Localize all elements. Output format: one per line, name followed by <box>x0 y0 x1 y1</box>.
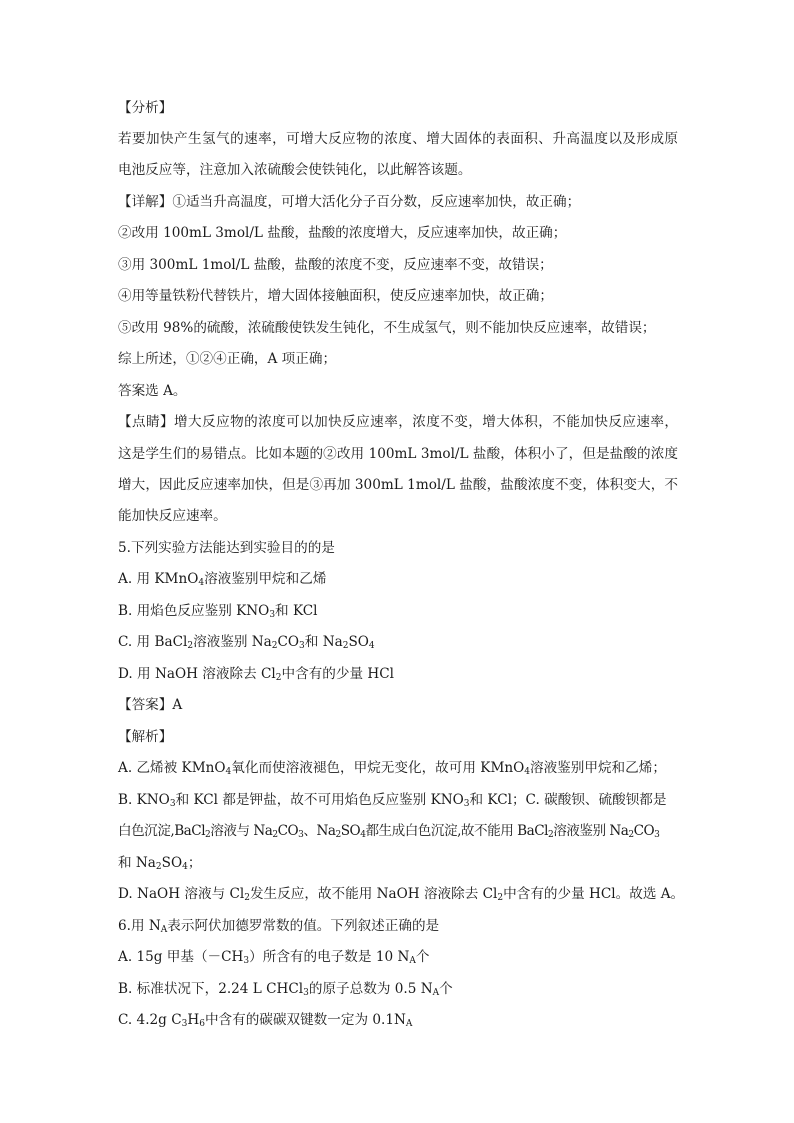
question-5-stem: 5.下列实验方法能达到实验目的的是 <box>118 540 335 556</box>
explanation-heading: 【解析】 <box>118 729 173 745</box>
question-6-option-b: B. 标准状况下，2.24 L CHCl$_3$的原子总数为 0.5 $N_A$个 <box>118 981 453 998</box>
explanation-text: 白色沉淀,BaCl$_2$溶液与 $Na_2CO_3$、$Na_2SO_4$都生成白色沉淀,故不能用 BaCl$_2$溶液鉴别 $Na_2CO_3$ <box>118 823 660 840</box>
section-heading-tip: 【点睛】增大反应物的浓度可以加快反应速率，浓度不变，增大体积，不能加快反应速率， <box>118 414 678 430</box>
answer-heading: 【答案】A <box>118 697 183 713</box>
explanation-text: B. $KNO_3$和 KCl 都是钾盐，故不可用焰色反应鉴别 $KNO_3$和 KCl；C. 碳酸钡、硫酸钡都是 <box>118 792 667 809</box>
tip-text: 这是学生们的易错点。比如本题的②改用 100mL 3mol/L 盐酸，体积小了，但是盐酸的浓度 <box>118 446 678 462</box>
tip-text: 能加快反应速率。 <box>118 508 227 524</box>
question-5-option-b: B. 用焰色反应鉴别 $KNO_3$和 KCl <box>118 603 318 620</box>
question-5-option-c: C. 用 BaCl$_2$溶液鉴别 $Na_2CO_3$和 $Na_2SO_4$ <box>118 634 375 651</box>
explanation-text: 和 $Na_2SO_4$； <box>118 855 202 872</box>
answer-text: 答案选 A。 <box>118 383 187 399</box>
explanation-text: A. 乙烯被 KMnO$_4$氧化而使溶液褪色，甲烷无变化，故可用 KMnO$_4$溶液鉴别甲烷和乙烯； <box>118 760 666 777</box>
analysis-text: 电池反应等，注意加入浓硫酸会使铁钝化，以此解答该题。 <box>118 162 472 178</box>
detail-summary: 综上所述，①②④正确，A 项正确； <box>118 351 337 367</box>
analysis-text: 若要加快产生氢气的速率，可增大反应物的浓度、增大固体的表面积、升高温度以及形成原 <box>118 131 678 147</box>
question-5-option-a: A. 用 KMnO$_4$溶液鉴别甲烷和乙烯 <box>118 571 327 588</box>
question-5-option-d: D. 用 NaOH 溶液除去 $Cl_2$中含有的少量 HCl <box>118 666 394 683</box>
question-6-option-a: A. 15g 甲基$(-CH_3)$所含有的电子数是 10 $N_A$个 <box>118 949 430 966</box>
tip-text: 增大，因此反应速率加快，但是③再加 300mL 1mol/L 盐酸，盐酸浓度不变，体积变大，不 <box>118 477 678 493</box>
detail-text: ④用等量铁粉代替铁片，增大固体接触面积，使反应速率加快，故正确； <box>118 288 553 304</box>
question-6-option-c: C. 4.2g $C_3H_6$中含有的碳碳双键数一定为 $0.1N_A$ <box>118 1012 413 1029</box>
section-heading-analysis: 【分析】 <box>118 100 173 116</box>
detail-text: ②改用 100mL 3mol/L 盐酸，盐酸的浓度增大，反应速率加快，故正确； <box>118 225 567 241</box>
question-6-stem: 6.用 $N_A$表示阿伏加德罗常数的值。下列叙述正确的是 <box>118 918 440 935</box>
detail-text: ③用 300mL 1mol/L 盐酸，盐酸的浓度不变，反应速率不变，故错误； <box>118 257 553 273</box>
section-heading-detail: 【详解】①适当升高温度，可增大活化分子百分数，反应速率加快，故正确； <box>118 194 581 210</box>
detail-text: ⑤改用 98%的硫酸，浓硫酸使铁发生钝化，不生成氢气，则不能加快反应速率，故错误； <box>118 320 656 336</box>
explanation-text: D. NaOH 溶液与 $Cl_2$发生反应，故不能用 NaOH 溶液除去 $Cl_2$中含有的少量 HCl。故选 A。 <box>118 886 685 903</box>
